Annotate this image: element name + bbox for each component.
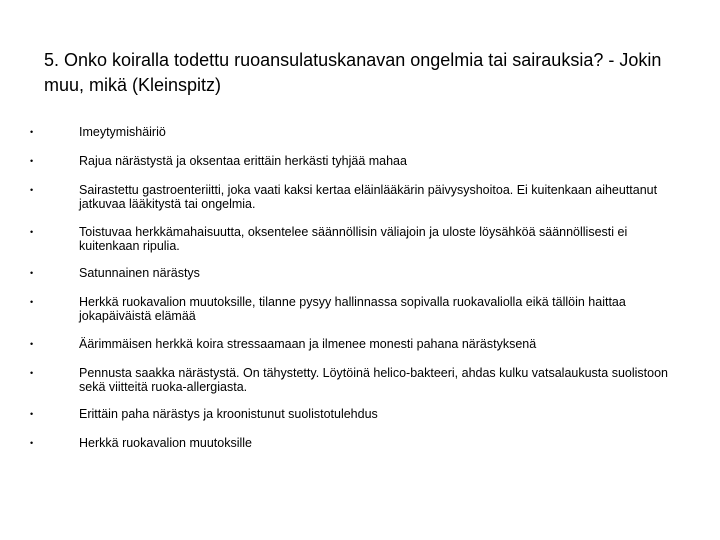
bullet-icon: • (30, 339, 34, 349)
bullet-icon: • (30, 409, 34, 419)
list-item-text: Herkkä ruokavalion muutoksille (79, 436, 252, 450)
list-item-text: Satunnainen närästys (79, 266, 200, 280)
bullet-icon: • (30, 185, 34, 195)
list-item-text: Pennusta saakka närästystä. On tähystetty. Löytöinä helico-bakteeri, ahdas kulku vatsalaukusta suolistoon sekä viitteitä ruoka-allergiasta. (79, 366, 668, 394)
list-item-text: Erittäin paha närästys ja kroonistunut suolistotulehdus (79, 407, 378, 421)
list-item-text: Toistuvaa herkkämahaisuutta, oksentelee säännöllisin väliajoin ja uloste löysähköä säännöllisesti ei kuitenkaan ripulia. (79, 225, 628, 253)
list-item-text: Herkkä ruokavalion muutoksille, tilanne pysyy hallinnassa sopivalla ruokavaliolla eikä tällöin haittaa jokapäiväistä elämää (79, 295, 626, 323)
list-item-text: Rajua närästystä ja oksentaa erittäin herkästi tyhjää mahaa (79, 154, 407, 168)
list-item-text: Imeytymishäiriö (79, 125, 166, 139)
bullet-icon: • (30, 368, 34, 378)
list-item-text: Sairastettu gastroenteriitti, joka vaati kaksi kertaa eläinlääkärin päivysyshoitoa. Ei kuitenkaan aiheuttanut jatkuvaa lääkitystä tai ongelmia. (79, 183, 658, 211)
bullet-icon: • (30, 297, 34, 307)
bullet-icon: • (30, 127, 34, 137)
bullet-icon: • (30, 156, 34, 166)
bullet-icon: • (30, 268, 34, 278)
bullet-icon: • (30, 227, 34, 237)
bullet-icon: • (30, 438, 34, 448)
list-item-text: Äärimmäisen herkkä koira stressaamaan ja ilmenee monesti pahana närästyksenä (79, 337, 537, 351)
slide-title: 5. Onko koiralla todettu ruoansulatuskanavan ongelmia tai sairauksia? - Jokin muu, mikä (Kleinspitz) (44, 50, 662, 95)
